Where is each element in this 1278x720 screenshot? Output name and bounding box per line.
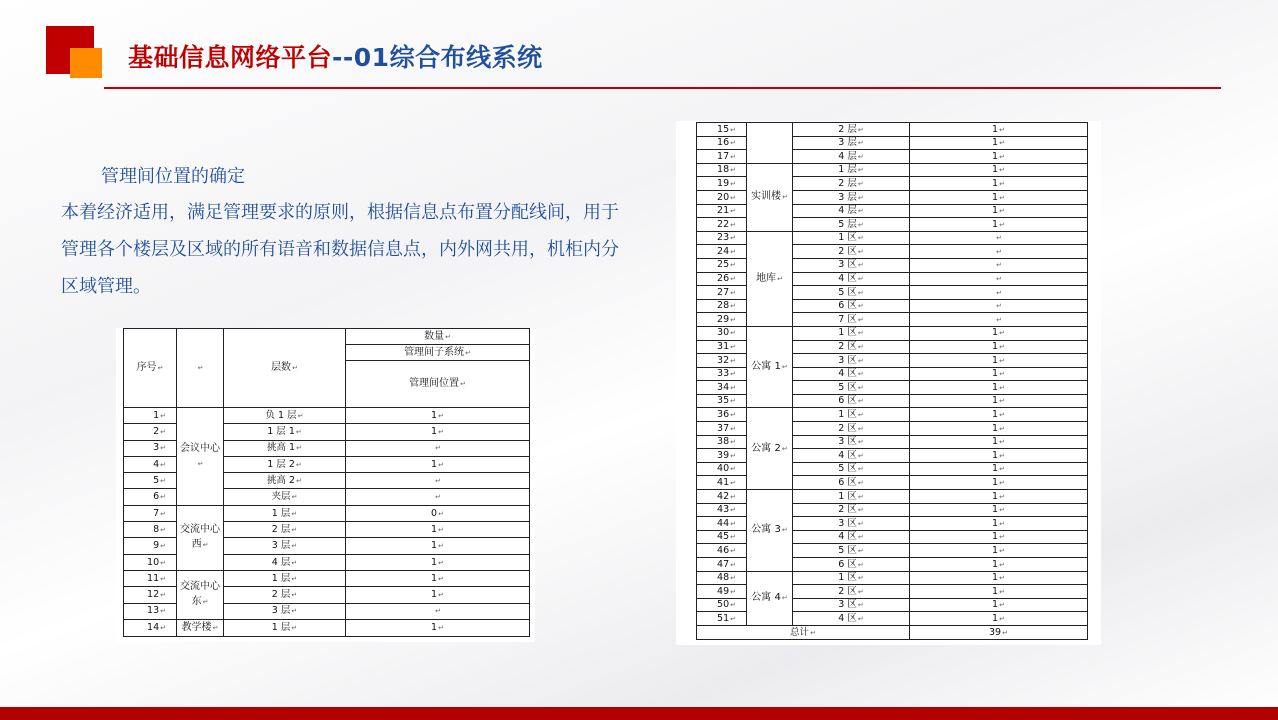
cell-seq: 23↵ <box>697 231 747 245</box>
page-title-sub: 01综合布线系统 <box>353 43 543 72</box>
cell-group-name: 地库↵ <box>747 231 793 326</box>
page-title <box>128 38 543 74</box>
cell-value: 1↵ <box>910 136 1088 150</box>
cell-seq: 9↵ <box>124 538 177 554</box>
cell-floor: 4 层↵ <box>224 554 346 570</box>
total-value: 39↵ <box>910 625 1088 639</box>
page-title-separator: -- <box>332 43 354 72</box>
cell-seq: 4↵ <box>124 456 177 472</box>
cell-group-name: 公寓 2↵ <box>747 408 793 490</box>
cell-floor: 2 区↵ <box>793 245 910 259</box>
cell-value: ↵ <box>346 489 530 505</box>
cell-seq: 16↵ <box>697 136 747 150</box>
cell-value: 1↵ <box>346 570 530 586</box>
cell-group-name: 公寓 4↵ <box>747 571 793 625</box>
title-deco-orange-square <box>70 48 102 78</box>
cell-value: ↵ <box>910 272 1088 286</box>
cell-floor: 6 区↵ <box>793 299 910 313</box>
cell-seq: 49↵ <box>697 585 747 599</box>
cell-value: 1↵ <box>910 354 1088 368</box>
cell-floor: 1 区↵ <box>793 490 910 504</box>
table-row <box>697 571 1088 585</box>
cell-seq: 2↵ <box>124 424 177 440</box>
cell-seq: 48↵ <box>697 571 747 585</box>
cell-value: 1↵ <box>910 218 1088 232</box>
cell-floor: 3 层↵ <box>793 190 910 204</box>
cell-floor: 1 区↵ <box>793 326 910 340</box>
total-label: 总计↵ <box>697 625 910 639</box>
cell-value: 1↵ <box>910 544 1088 558</box>
cell-floor: 夹层↵ <box>224 489 346 505</box>
cell-value: 1↵ <box>346 522 530 538</box>
cell-floor: 挑高 1↵ <box>224 440 346 456</box>
cell-group-name <box>747 123 793 164</box>
cell-value: ↵ <box>910 286 1088 300</box>
table-row <box>697 490 1088 504</box>
cell-seq: 35↵ <box>697 394 747 408</box>
table-row <box>697 408 1088 422</box>
cell-value: ↵ <box>910 313 1088 327</box>
cell-group-name: 公寓 1↵ <box>747 326 793 408</box>
header-subsystem: 管理间子系统↵ <box>346 345 530 361</box>
cell-floor: 4 区↵ <box>793 612 910 626</box>
cell-value: 1↵ <box>910 476 1088 490</box>
cell-value: 1↵ <box>346 456 530 472</box>
cell-floor: 2 区↵ <box>793 422 910 436</box>
section-heading: 管理间位置的确定 <box>101 166 245 187</box>
cell-seq: 32↵ <box>697 354 747 368</box>
table-row <box>697 163 1088 177</box>
cell-floor: 2 区↵ <box>793 503 910 517</box>
cell-value: ↵ <box>346 473 530 489</box>
cell-value: 1↵ <box>910 204 1088 218</box>
table-row <box>124 408 530 424</box>
cell-value: ↵ <box>910 231 1088 245</box>
cell-floor: 6 区↵ <box>793 558 910 572</box>
cell-floor: 1 区↵ <box>793 231 910 245</box>
cell-floor: 5 区↵ <box>793 544 910 558</box>
cell-value: 1↵ <box>346 587 530 603</box>
cell-floor: 2 区↵ <box>793 340 910 354</box>
cell-floor: 2 层↵ <box>224 587 346 603</box>
table-row <box>697 123 1088 137</box>
cell-seq: 12↵ <box>124 587 177 603</box>
cell-seq: 33↵ <box>697 367 747 381</box>
cell-value: 1↵ <box>910 177 1088 191</box>
cell-floor: 3 区↵ <box>793 517 910 531</box>
cell-floor: 1 层↵ <box>224 619 346 636</box>
cell-value: 1↵ <box>910 150 1088 164</box>
cell-group-name: 会议中心↵ <box>177 408 224 506</box>
cell-floor: 5 区↵ <box>793 286 910 300</box>
cell-value: 1↵ <box>910 367 1088 381</box>
cell-floor: 6 区↵ <box>793 476 910 490</box>
cell-floor: 7 区↵ <box>793 313 910 327</box>
header-location: 管理间位置↵ <box>346 361 530 408</box>
cell-seq: 31↵ <box>697 340 747 354</box>
title-divider <box>104 87 1221 89</box>
section-paragraph: 本着经济适用，满足管理要求的原则，根据信息点布置分配线间，用于管理各个楼层及区域的所有语音和数据信息点，内外网共用，机柜内分区域管理。 <box>61 202 619 297</box>
cell-seq: 41↵ <box>697 476 747 490</box>
cell-seq: 21↵ <box>697 204 747 218</box>
cell-seq: 37↵ <box>697 422 747 436</box>
cell-floor: 1 层↵ <box>793 163 910 177</box>
cell-seq: 11↵ <box>124 570 177 586</box>
cell-floor: 3 区↵ <box>793 258 910 272</box>
table-row <box>697 326 1088 340</box>
cell-floor: 1 层↵ <box>224 570 346 586</box>
cell-floor: 挑高 2↵ <box>224 473 346 489</box>
cell-value: 0↵ <box>346 505 530 521</box>
cell-value: 1↵ <box>910 326 1088 340</box>
cell-value: ↵ <box>910 299 1088 313</box>
cell-value: 1↵ <box>910 530 1088 544</box>
cell-floor: 3 区↵ <box>793 354 910 368</box>
cell-floor: 1 层↵ <box>224 505 346 521</box>
cell-value: 1↵ <box>910 381 1088 395</box>
cell-value: 1↵ <box>910 123 1088 137</box>
cell-seq: 43↵ <box>697 503 747 517</box>
cell-floor: 5 区↵ <box>793 462 910 476</box>
cell-value: 1↵ <box>910 422 1088 436</box>
cell-floor: 1 层 2↵ <box>224 456 346 472</box>
cell-floor: 1 区↵ <box>793 408 910 422</box>
cell-value: 1↵ <box>910 558 1088 572</box>
cell-value: 1↵ <box>910 490 1088 504</box>
cell-value: 1↵ <box>346 424 530 440</box>
cell-seq: 8↵ <box>124 522 177 538</box>
cell-floor: 5 区↵ <box>793 381 910 395</box>
cell-floor: 4 层↵ <box>793 204 910 218</box>
cell-group-name: 公寓 3↵ <box>747 490 793 572</box>
cell-seq: 10↵ <box>124 554 177 570</box>
cell-value: 1↵ <box>910 598 1088 612</box>
cell-seq: 28↵ <box>697 299 747 313</box>
cell-value: 1↵ <box>910 517 1088 531</box>
cell-seq: 30↵ <box>697 326 747 340</box>
cell-group-name: 交流中心西↵ <box>177 505 224 570</box>
cell-value: 1↵ <box>910 394 1088 408</box>
cell-floor: 1 层 1↵ <box>224 424 346 440</box>
cell-value: 1↵ <box>910 408 1088 422</box>
cell-seq: 34↵ <box>697 381 747 395</box>
cell-seq: 42↵ <box>697 490 747 504</box>
cell-seq: 1↵ <box>124 408 177 424</box>
header-group: ↵ <box>177 329 224 408</box>
cell-floor: 3 区↵ <box>793 435 910 449</box>
cell-value: ↵ <box>910 245 1088 259</box>
cell-floor: 2 层↵ <box>793 123 910 137</box>
cell-floor: 5 层↵ <box>793 218 910 232</box>
header-seq: 序号↵ <box>124 329 177 408</box>
cell-seq: 38↵ <box>697 435 747 449</box>
cell-seq: 20↵ <box>697 190 747 204</box>
cell-value: 1↵ <box>910 340 1088 354</box>
cell-value: 1↵ <box>346 408 530 424</box>
cell-seq: 47↵ <box>697 558 747 572</box>
cell-seq: 46↵ <box>697 544 747 558</box>
cell-value: ↵ <box>910 258 1088 272</box>
cell-seq: 5↵ <box>124 473 177 489</box>
cell-seq: 44↵ <box>697 517 747 531</box>
cell-value: 1↵ <box>910 585 1088 599</box>
table-row <box>697 231 1088 245</box>
cell-seq: 40↵ <box>697 462 747 476</box>
cell-seq: 39↵ <box>697 449 747 463</box>
cell-seq: 25↵ <box>697 258 747 272</box>
cell-floor: 4 区↵ <box>793 449 910 463</box>
cell-value: 1↵ <box>346 554 530 570</box>
cell-floor: 3 层↵ <box>793 136 910 150</box>
cell-seq: 27↵ <box>697 286 747 300</box>
bottom-bar <box>0 707 1278 720</box>
cell-group-name: 实训楼↵ <box>747 163 793 231</box>
cell-value: 1↵ <box>910 163 1088 177</box>
cell-value: 1↵ <box>910 571 1088 585</box>
left-table <box>123 328 530 637</box>
cell-value: 1↵ <box>910 612 1088 626</box>
cell-floor: 负 1 层↵ <box>224 408 346 424</box>
cell-seq: 15↵ <box>697 123 747 137</box>
cell-seq: 22↵ <box>697 218 747 232</box>
cell-floor: 3 层↵ <box>224 603 346 619</box>
cell-value: 1↵ <box>910 503 1088 517</box>
cell-floor: 4 区↵ <box>793 367 910 381</box>
header-quantity: 数量↵ <box>346 329 530 345</box>
cell-floor: 3 层↵ <box>224 538 346 554</box>
cell-floor: 3 区↵ <box>793 598 910 612</box>
table-row <box>124 570 530 586</box>
cell-seq: 6↵ <box>124 489 177 505</box>
cell-seq: 18↵ <box>697 163 747 177</box>
cell-seq: 50↵ <box>697 598 747 612</box>
cell-value: 1↵ <box>910 435 1088 449</box>
cell-seq: 26↵ <box>697 272 747 286</box>
cell-floor: 1 区↵ <box>793 571 910 585</box>
header-floor: 层数↵ <box>224 329 346 408</box>
cell-seq: 17↵ <box>697 150 747 164</box>
cell-value: 1↵ <box>346 619 530 636</box>
cell-floor: 2 区↵ <box>793 585 910 599</box>
cell-value: ↵ <box>346 603 530 619</box>
cell-floor: 6 区↵ <box>793 394 910 408</box>
cell-value: 1↵ <box>910 449 1088 463</box>
cell-seq: 19↵ <box>697 177 747 191</box>
cell-value: 1↵ <box>910 190 1088 204</box>
cell-group-name: 交流中心东↵ <box>177 570 224 619</box>
cell-value: ↵ <box>346 440 530 456</box>
cell-seq: 24↵ <box>697 245 747 259</box>
cell-floor: 4 区↵ <box>793 272 910 286</box>
cell-floor: 4 区↵ <box>793 530 910 544</box>
cell-group-name: 教学楼↵ <box>177 619 224 636</box>
cell-floor: 2 层↵ <box>793 177 910 191</box>
table-row <box>124 619 530 636</box>
table-row <box>124 505 530 521</box>
cell-floor: 4 层↵ <box>793 150 910 164</box>
cell-seq: 14↵ <box>124 619 177 636</box>
total-row <box>697 625 1088 639</box>
cell-seq: 45↵ <box>697 530 747 544</box>
cell-seq: 36↵ <box>697 408 747 422</box>
cell-seq: 51↵ <box>697 612 747 626</box>
cell-value: 1↵ <box>346 538 530 554</box>
cell-value: 1↵ <box>910 462 1088 476</box>
page-title-main: 基础信息网络平台 <box>128 43 333 72</box>
cell-seq: 7↵ <box>124 505 177 521</box>
cell-floor: 2 层↵ <box>224 522 346 538</box>
cell-seq: 29↵ <box>697 313 747 327</box>
cell-seq: 3↵ <box>124 440 177 456</box>
cell-seq: 13↵ <box>124 603 177 619</box>
right-table <box>696 122 1088 640</box>
